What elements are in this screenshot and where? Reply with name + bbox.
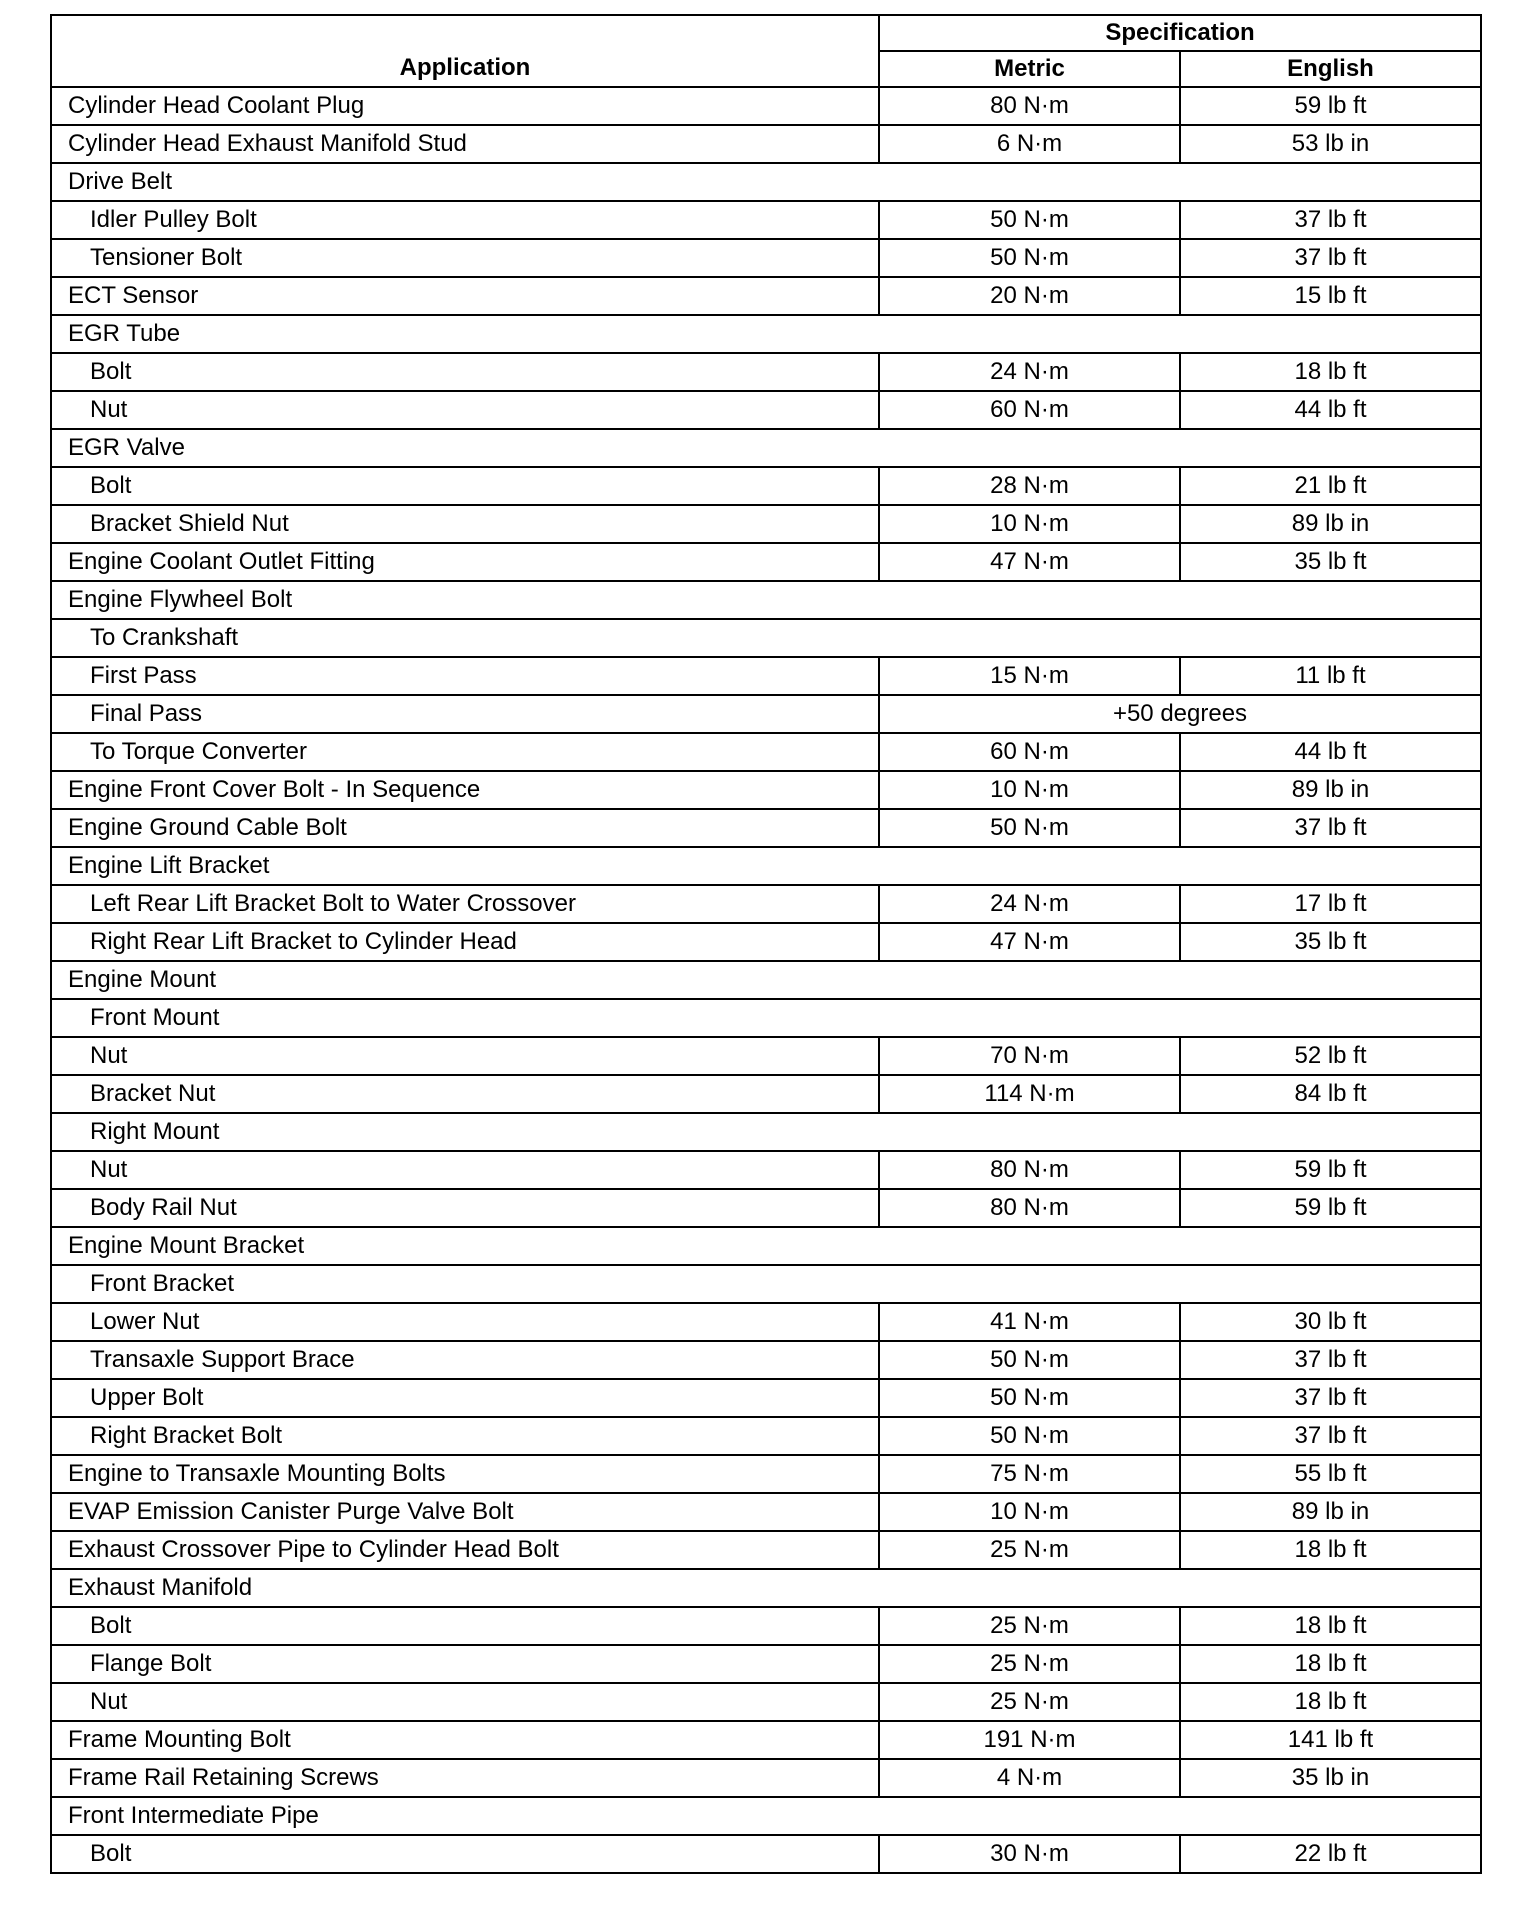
english-cell: 59 lb ft — [1180, 1189, 1481, 1227]
english-cell: 89 lb in — [1180, 1493, 1481, 1531]
specification-header: Specification — [879, 15, 1481, 51]
application-cell: EGR Valve — [51, 429, 1481, 467]
table-row — [51, 1341, 1481, 1379]
metric-cell: 10 N·m — [879, 1493, 1180, 1531]
english-cell: 18 lb ft — [1180, 1531, 1481, 1569]
metric-cell: 50 N·m — [879, 1379, 1180, 1417]
metric-cell: 47 N·m — [879, 543, 1180, 581]
application-cell: Bolt — [51, 467, 879, 505]
english-cell: 35 lb in — [1180, 1759, 1481, 1797]
application-cell: Engine Mount Bracket — [51, 1227, 1481, 1265]
metric-cell: 47 N·m — [879, 923, 1180, 961]
table-row — [51, 1379, 1481, 1417]
application-cell: First Pass — [51, 657, 879, 695]
table-row — [51, 87, 1481, 125]
metric-cell: 15 N·m — [879, 657, 1180, 695]
english-cell: 18 lb ft — [1180, 1645, 1481, 1683]
metric-cell: 191 N·m — [879, 1721, 1180, 1759]
application-cell: EVAP Emission Canister Purge Valve Bolt — [51, 1493, 879, 1531]
english-cell: 44 lb ft — [1180, 733, 1481, 771]
table-row — [51, 1759, 1481, 1797]
english-cell: 37 lb ft — [1180, 1379, 1481, 1417]
table-row — [51, 1265, 1481, 1303]
torque-spec-table — [50, 14, 1482, 1874]
table-header — [51, 15, 1481, 87]
metric-cell: 60 N·m — [879, 733, 1180, 771]
table-row — [51, 1531, 1481, 1569]
english-cell: 89 lb in — [1180, 771, 1481, 809]
application-cell: Body Rail Nut — [51, 1189, 879, 1227]
table-row — [51, 1227, 1481, 1265]
metric-cell: 24 N·m — [879, 353, 1180, 391]
table-row — [51, 1303, 1481, 1341]
application-cell: Front Mount — [51, 999, 1481, 1037]
application-cell: Bolt — [51, 1607, 879, 1645]
table-row — [51, 163, 1481, 201]
metric-cell: 80 N·m — [879, 1189, 1180, 1227]
table-row — [51, 1493, 1481, 1531]
application-cell: Idler Pulley Bolt — [51, 201, 879, 239]
application-cell: Engine Mount — [51, 961, 1481, 999]
application-cell: Bracket Nut — [51, 1075, 879, 1113]
english-cell: 17 lb ft — [1180, 885, 1481, 923]
metric-cell: 24 N·m — [879, 885, 1180, 923]
table-row — [51, 277, 1481, 315]
application-cell: Engine to Transaxle Mounting Bolts — [51, 1455, 879, 1493]
application-cell: Bolt — [51, 1835, 879, 1873]
metric-cell: 10 N·m — [879, 771, 1180, 809]
table-row — [51, 923, 1481, 961]
table-row — [51, 1189, 1481, 1227]
application-cell: Nut — [51, 1683, 879, 1721]
application-cell: Drive Belt — [51, 163, 1481, 201]
metric-cell: 20 N·m — [879, 277, 1180, 315]
table-row — [51, 429, 1481, 467]
metric-cell: 30 N·m — [879, 1835, 1180, 1873]
spec-span-cell: +50 degrees — [879, 695, 1481, 733]
english-cell: 59 lb ft — [1180, 1151, 1481, 1189]
table-row — [51, 1113, 1481, 1151]
table-row — [51, 1151, 1481, 1189]
application-cell: Exhaust Crossover Pipe to Cylinder Head Bolt — [51, 1531, 879, 1569]
metric-cell: 25 N·m — [879, 1645, 1180, 1683]
english-cell: 44 lb ft — [1180, 391, 1481, 429]
table-body — [51, 87, 1481, 1873]
metric-cell: 25 N·m — [879, 1683, 1180, 1721]
english-cell: 37 lb ft — [1180, 809, 1481, 847]
metric-cell: 10 N·m — [879, 505, 1180, 543]
metric-cell: 80 N·m — [879, 87, 1180, 125]
application-cell: Left Rear Lift Bracket Bolt to Water Crossover — [51, 885, 879, 923]
metric-cell: 41 N·m — [879, 1303, 1180, 1341]
english-cell: 21 lb ft — [1180, 467, 1481, 505]
table-row — [51, 809, 1481, 847]
table-row — [51, 467, 1481, 505]
metric-cell: 50 N·m — [879, 201, 1180, 239]
english-cell: 52 lb ft — [1180, 1037, 1481, 1075]
english-header: English — [1180, 51, 1481, 87]
table-row — [51, 733, 1481, 771]
table-row — [51, 1721, 1481, 1759]
table-row — [51, 1645, 1481, 1683]
application-cell: Nut — [51, 391, 879, 429]
application-cell: Final Pass — [51, 695, 879, 733]
application-cell: Flange Bolt — [51, 1645, 879, 1683]
table-row — [51, 505, 1481, 543]
table-row — [51, 771, 1481, 809]
english-cell: 55 lb ft — [1180, 1455, 1481, 1493]
english-cell: 53 lb in — [1180, 125, 1481, 163]
table-row — [51, 847, 1481, 885]
metric-cell: 6 N·m — [879, 125, 1180, 163]
table-row — [51, 657, 1481, 695]
application-cell: Cylinder Head Coolant Plug — [51, 87, 879, 125]
table-row — [51, 619, 1481, 657]
metric-cell: 50 N·m — [879, 1417, 1180, 1455]
application-cell: ECT Sensor — [51, 277, 879, 315]
table-row — [51, 1455, 1481, 1493]
english-cell: 18 lb ft — [1180, 353, 1481, 391]
application-header: Application — [51, 15, 879, 87]
metric-header: Metric — [879, 51, 1180, 87]
english-cell: 18 lb ft — [1180, 1683, 1481, 1721]
application-cell: Upper Bolt — [51, 1379, 879, 1417]
table-row — [51, 999, 1481, 1037]
metric-cell: 4 N·m — [879, 1759, 1180, 1797]
metric-cell: 80 N·m — [879, 1151, 1180, 1189]
application-cell: Engine Lift Bracket — [51, 847, 1481, 885]
english-cell: 15 lb ft — [1180, 277, 1481, 315]
table-row — [51, 1037, 1481, 1075]
english-cell: 18 lb ft — [1180, 1607, 1481, 1645]
english-cell: 22 lb ft — [1180, 1835, 1481, 1873]
table-row — [51, 581, 1481, 619]
metric-cell: 114 N·m — [879, 1075, 1180, 1113]
table-row — [51, 315, 1481, 353]
application-cell: Nut — [51, 1151, 879, 1189]
application-cell: Nut — [51, 1037, 879, 1075]
table-row — [51, 125, 1481, 163]
table-row — [51, 201, 1481, 239]
metric-cell: 50 N·m — [879, 1341, 1180, 1379]
application-cell: Front Intermediate Pipe — [51, 1797, 1481, 1835]
table-row — [51, 961, 1481, 999]
metric-cell: 50 N·m — [879, 239, 1180, 277]
english-cell: 30 lb ft — [1180, 1303, 1481, 1341]
application-cell: Frame Rail Retaining Screws — [51, 1759, 879, 1797]
english-cell: 89 lb in — [1180, 505, 1481, 543]
english-cell: 59 lb ft — [1180, 87, 1481, 125]
table-row — [51, 1075, 1481, 1113]
application-cell: Right Rear Lift Bracket to Cylinder Head — [51, 923, 879, 961]
metric-cell: 60 N·m — [879, 391, 1180, 429]
table-row — [51, 1835, 1481, 1873]
english-cell: 35 lb ft — [1180, 923, 1481, 961]
table-row — [51, 543, 1481, 581]
metric-cell: 25 N·m — [879, 1531, 1180, 1569]
english-cell: 141 lb ft — [1180, 1721, 1481, 1759]
table-row — [51, 1607, 1481, 1645]
table-row — [51, 1417, 1481, 1455]
table-row — [51, 885, 1481, 923]
table-row — [51, 1569, 1481, 1607]
application-cell: To Crankshaft — [51, 619, 1481, 657]
metric-cell: 25 N·m — [879, 1607, 1180, 1645]
english-cell: 11 lb ft — [1180, 657, 1481, 695]
english-cell: 37 lb ft — [1180, 239, 1481, 277]
english-cell: 37 lb ft — [1180, 201, 1481, 239]
metric-cell: 28 N·m — [879, 467, 1180, 505]
application-cell: Tensioner Bolt — [51, 239, 879, 277]
table-row — [51, 695, 1481, 733]
application-cell: Lower Nut — [51, 1303, 879, 1341]
metric-cell: 75 N·m — [879, 1455, 1180, 1493]
application-cell: EGR Tube — [51, 315, 1481, 353]
application-cell: Transaxle Support Brace — [51, 1341, 879, 1379]
table-row — [51, 353, 1481, 391]
application-cell: Right Bracket Bolt — [51, 1417, 879, 1455]
application-cell: Exhaust Manifold — [51, 1569, 1481, 1607]
application-cell: Bracket Shield Nut — [51, 505, 879, 543]
english-cell: 37 lb ft — [1180, 1341, 1481, 1379]
application-cell: To Torque Converter — [51, 733, 879, 771]
application-cell: Bolt — [51, 353, 879, 391]
application-cell: Frame Mounting Bolt — [51, 1721, 879, 1759]
metric-cell: 70 N·m — [879, 1037, 1180, 1075]
application-cell: Front Bracket — [51, 1265, 1481, 1303]
application-cell: Engine Ground Cable Bolt — [51, 809, 879, 847]
application-cell: Engine Coolant Outlet Fitting — [51, 543, 879, 581]
application-cell: Cylinder Head Exhaust Manifold Stud — [51, 125, 879, 163]
english-cell: 37 lb ft — [1180, 1417, 1481, 1455]
application-cell: Engine Flywheel Bolt — [51, 581, 1481, 619]
english-cell: 35 lb ft — [1180, 543, 1481, 581]
table-row — [51, 1683, 1481, 1721]
english-cell: 84 lb ft — [1180, 1075, 1481, 1113]
table-row — [51, 391, 1481, 429]
metric-cell: 50 N·m — [879, 809, 1180, 847]
table-row — [51, 1797, 1481, 1835]
application-cell: Engine Front Cover Bolt - In Sequence — [51, 771, 879, 809]
table-row — [51, 239, 1481, 277]
application-cell: Right Mount — [51, 1113, 1481, 1151]
